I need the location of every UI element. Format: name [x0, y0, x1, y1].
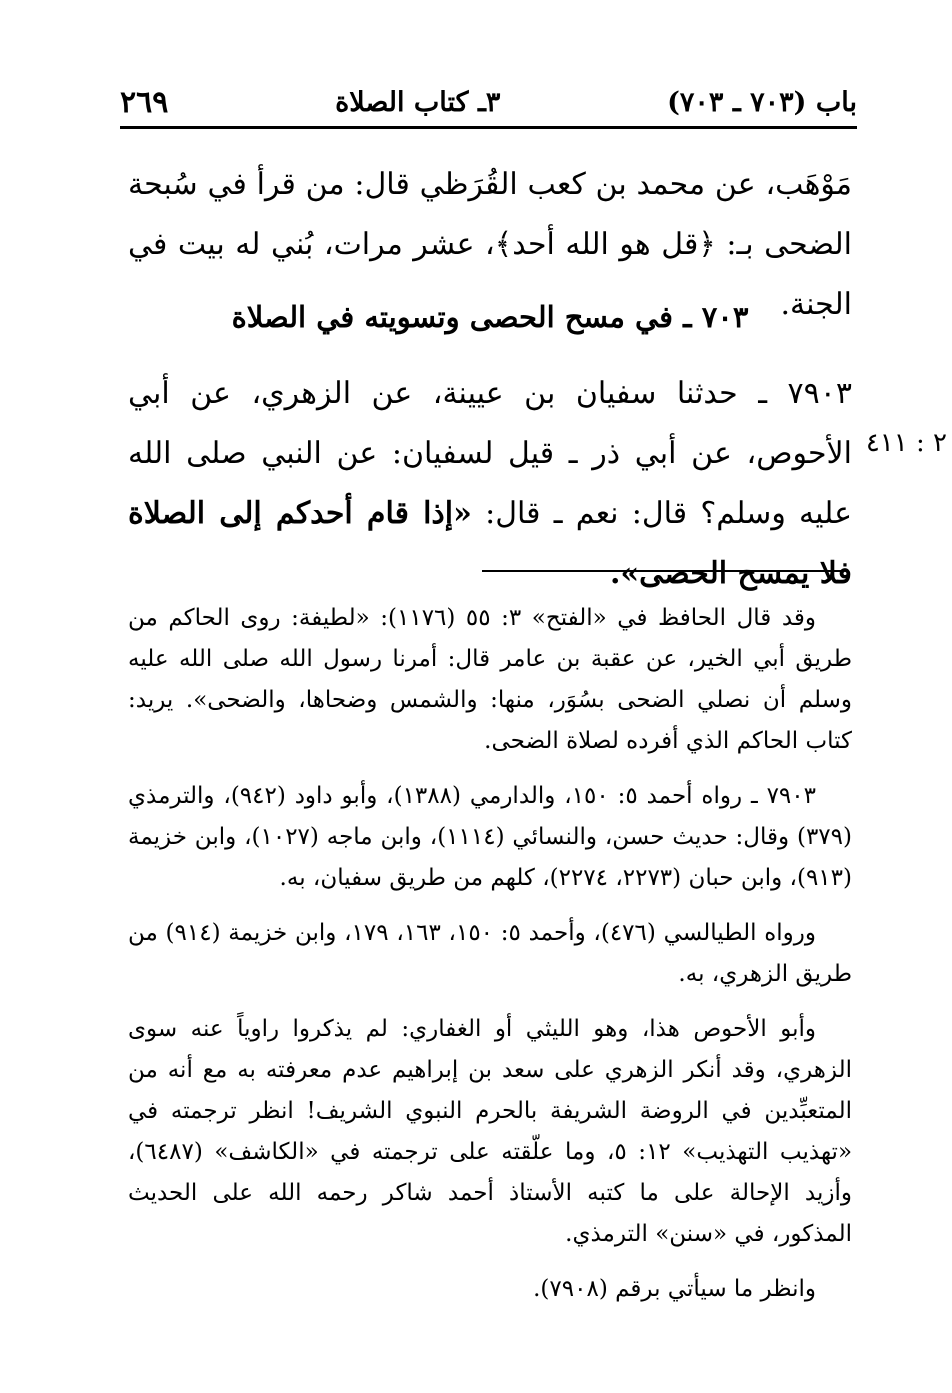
- hadith-chain: ٧٩٠٣ ـ حدثنا سفيان بن عيينة، عن الزهري، عن أبي الأحوص، عن أبي ذر ـ قيل لسفيان: عن النبي صلى الله عليه وسلم؟ قال: نعم ـ قال:: [128, 376, 852, 531]
- section-heading: ٧٠٣ ـ في مسح الحصى وتسويته في الصلاة: [231, 300, 749, 334]
- footnote-paragraph: وانظر ما سيأتي برقم (٧٩٠٨).: [533, 1276, 816, 1302]
- footnote-paragraph: وقد قال الحافظ في «الفتح» ٣: ٥٥ (١١٧٦): «لطيفة: روى الحاكم من طريق أبي الخير، عن عقبة بن عامر قال: أمرنا رسول الله صلى الله عليه وسلم أن نصلي الضحى بسُوَر، منها: والشمس وضحاها، والضحى». يريد: كتاب الحاكم الذي أفرده لصلاة الضحى.: [128, 605, 852, 754]
- margin-reference: ٢ : ٤١١: [865, 428, 947, 458]
- footnote-divider: [482, 570, 844, 572]
- footnote-paragraph: ٧٩٠٣ ـ رواه أحمد ٥: ١٥٠، والدارمي (١٣٨٨)، وأبو داود (٩٤٢)، والترمذي (٣٧٩) وقال: حديث حسن، والنسائي (١١١٤)، وابن ماجه (١٠٢٧)، وابن خزيمة (٩١٣)، وابن حبان (٢٢٧٣، ٢٢٧٤)، كلهم من طريق سفيان، به.: [128, 783, 852, 891]
- footnote-paragraph: ورواه الطيالسي (٤٧٦)، وأحمد ٥: ١٥٠، ١٦٣، ١٧٩، وابن خزيمة (٩١٤) من طريق الزهري، به.: [128, 920, 852, 987]
- book-title: ٣ـ كتاب الصلاة: [335, 86, 501, 118]
- continued-paragraph: مَوْهَب، عن محمد بن كعب القُرَظي قال: من قرأ في سُبحة الضحى بـ: ﴿قل هو الله أحد﴾، عشر مرات، بُني له بيت في الجنة.: [128, 167, 852, 322]
- hadith-quote: «إذا قام أحدكم إلى الصلاة فلا يمسح الحصى».: [128, 496, 852, 591]
- running-header: [120, 78, 857, 129]
- page-number: ٢٦٩: [120, 84, 169, 120]
- hadith-text-block: [128, 364, 852, 604]
- chapter-range-title: باب (٧٠٣ ـ ٧٠٣): [667, 86, 857, 118]
- footnotes: [128, 598, 852, 1324]
- footnote-paragraph: وأبو الأحوص هذا، وهو الليثي أو الغفاري: لم يذكروا راوياً عنه سوى الزهري، وقد أنكر الزهري على سعد بن إبراهيم عدم معرفته به مع أنه من المتعبِّدين في الروضة الشريفة بالحرم النبوي الشريف! انظر ترجمته في «تهذيب التهذيب» ١٢: ٥، وما علّقته على ترجمته في «الكاشف» (٦٤٨٧)، وأزيد الإحالة على ما كتبه الأستاذ أحمد شاكر رحمه الله على الحديث المذكور، في «سنن» الترمذي.: [128, 1016, 853, 1247]
